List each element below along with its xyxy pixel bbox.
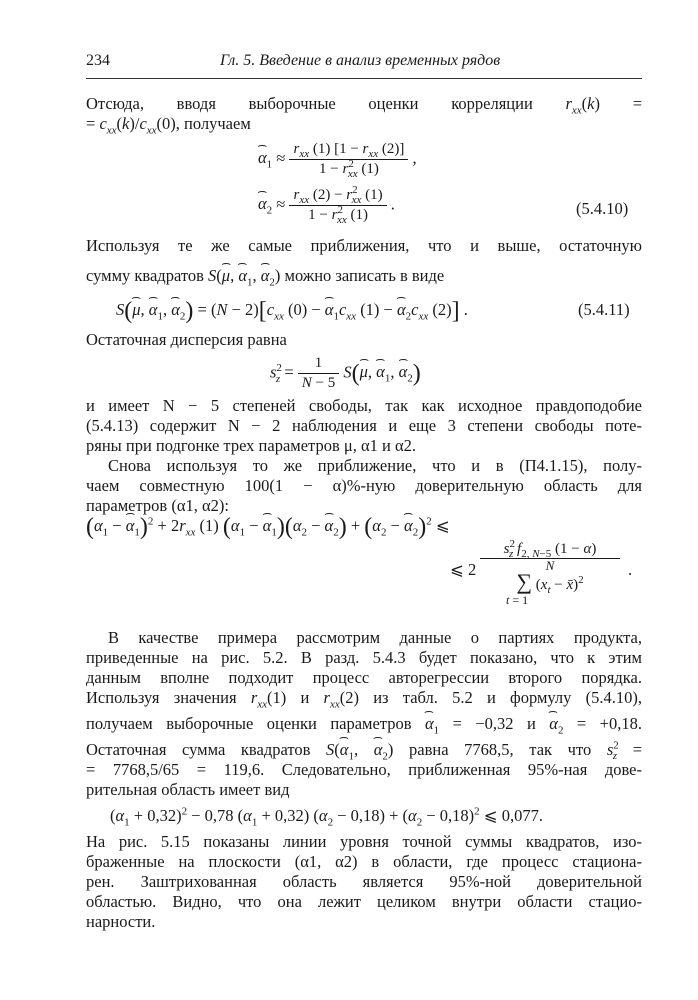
equation-residual-variance: $s^2_z$ = $\frac{1}{N - 5}$ S(⌢ μ, ⌢ $\alpha_1$, ⌢ $\alpha_2$) (270, 354, 421, 393)
text-line: получаем выборочные оценки параметров ⌢ $\alpha_1 = -0,32$ и ⌢ $\alpha_2 = +0,18$. (86, 714, 642, 734)
text-line: На рис. 5.15 показаны линии уровня точной суммы квадратов, изо- (86, 832, 642, 851)
text-line: = 7768,5/65 = 119,6. Следовательно, приближенная 95%-ная дове- (86, 760, 642, 779)
text-line: В качестве примера рассмотрим данные о партиях продукта, (108, 628, 642, 647)
equation-alpha2: ⌢ $\alpha_2$ ≈ $\frac{r_{xx} (2) - r^2_{xx} (1)}{1 - r^2_{xx} (1)}$ . (258, 186, 395, 225)
equation-period: . (628, 560, 633, 579)
confidence-fraction: $s^2_z$ $f_{2, N-5}$ (1 − α) N ∑ ($x_t$ − x̄)$^2$ t = 1 (480, 540, 620, 606)
equation-residual-sum: S(⌢ μ, ⌢ $\alpha_1$, ⌢ $\alpha_2) = (N - 2)[c_{xx}$ (0) − ⌢ $\alpha_1c_{xx}$ (1) − ⌢ $\alpha_2c_{xx}$ (2)] . (116, 300, 468, 321)
equation-numeric-region: $(\alpha_1 + 0,32)^2 - 0,78$ $(\alpha_1 + 0,32) (\alpha_2 - 0,18) + (\alpha_2 - 0,18)^2$ ⩽ 0,077. (110, 805, 543, 829)
text-line: и имеет N − 5 степеней свободы, так как исходное правдоподобие (86, 396, 642, 415)
text-line: Снова используя то же приближение, что и в (П4.1.15), полу- (108, 456, 642, 475)
text-line: данным вполне подходит процесс авторегрессии второго порядка. (86, 668, 642, 687)
text-line: областью. Видно, что она лежит целиком внутри области стацио- (86, 892, 642, 911)
text-line: Остаточная дисперсия равна (86, 330, 287, 349)
equation-confidence-region: ($\alpha_1$ − ⌢ $\alpha_1)^2 + 2r_{xx}$ (1) ($\alpha_1$ − ⌢ $\alpha_1)(\alpha_2$ − ⌢ $\alpha_2) + (\alpha_2$ − ⌢ $\alpha_2)^2$ ⩽ (86, 516, 450, 537)
text-line: ряны при подгонке трех параметров μ, α1 и α2. (86, 436, 416, 455)
text-line: приведенные на рис. 5.2. В разд. 5.4.3 будет показано, что к этим (86, 648, 642, 667)
header-rule (86, 78, 642, 79)
text-line: Используя те же самые приближения, что и выше, остаточную (86, 236, 642, 255)
equation-number: (5.4.11) (578, 300, 630, 319)
text-line: Остаточная сумма квадратов S(⌢ $\alpha_1$, ⌢ $\alpha_2$) равна 7768,5, так что $s^2_z$ = (86, 740, 642, 760)
running-header (86, 52, 642, 74)
equation-number: (5.4.10) (576, 199, 629, 218)
text-line: Отсюда, вводя выборочные оценки корреляции $r_{xx}(k)$ = (86, 94, 642, 117)
equation-confidence-rhs: ⩽ 2 (450, 560, 477, 579)
text-line: нарности. (86, 912, 156, 931)
text-line: = $c_{xx}(k)/c_{xx}(0)$, получаем (86, 114, 251, 137)
text-line: параметров (α1, α2): (86, 496, 229, 515)
running-title: Гл. 5. Введение в анализ временных рядов (220, 52, 501, 69)
text-line: браженные на плоскости (α1, α2) в области, где процесс стациона- (86, 852, 642, 871)
text-line: (5.4.13) содержит N − 2 наблюдения и еще 3 степени свободы поте- (86, 416, 642, 435)
text-line: рительная область имеет вид (86, 780, 290, 799)
text-line: Используя значения $r_{xx}(1)$ и $r_{xx}(2)$ из табл. 5.2 и формулу (5.4.10), (86, 688, 642, 711)
text-line: рен. Заштрихованная область является 95%-ной доверительной (86, 872, 642, 891)
page-number: 234 (86, 52, 110, 69)
equation-alpha1: ⌢ $\alpha_1$ ≈ $\frac{r_{xx} (1) [1 - r_{xx} (2)]}{1 - r^2_{xx} (1)}$ , (258, 140, 417, 179)
text-line: сумму квадратов S(⌢ μ, ⌢ $\alpha_1$, ⌢ $\alpha_2$) можно записать в виде (86, 266, 642, 286)
text-line: чаем совместную 100(1 − α)%-ную доверительную область для (86, 476, 642, 495)
